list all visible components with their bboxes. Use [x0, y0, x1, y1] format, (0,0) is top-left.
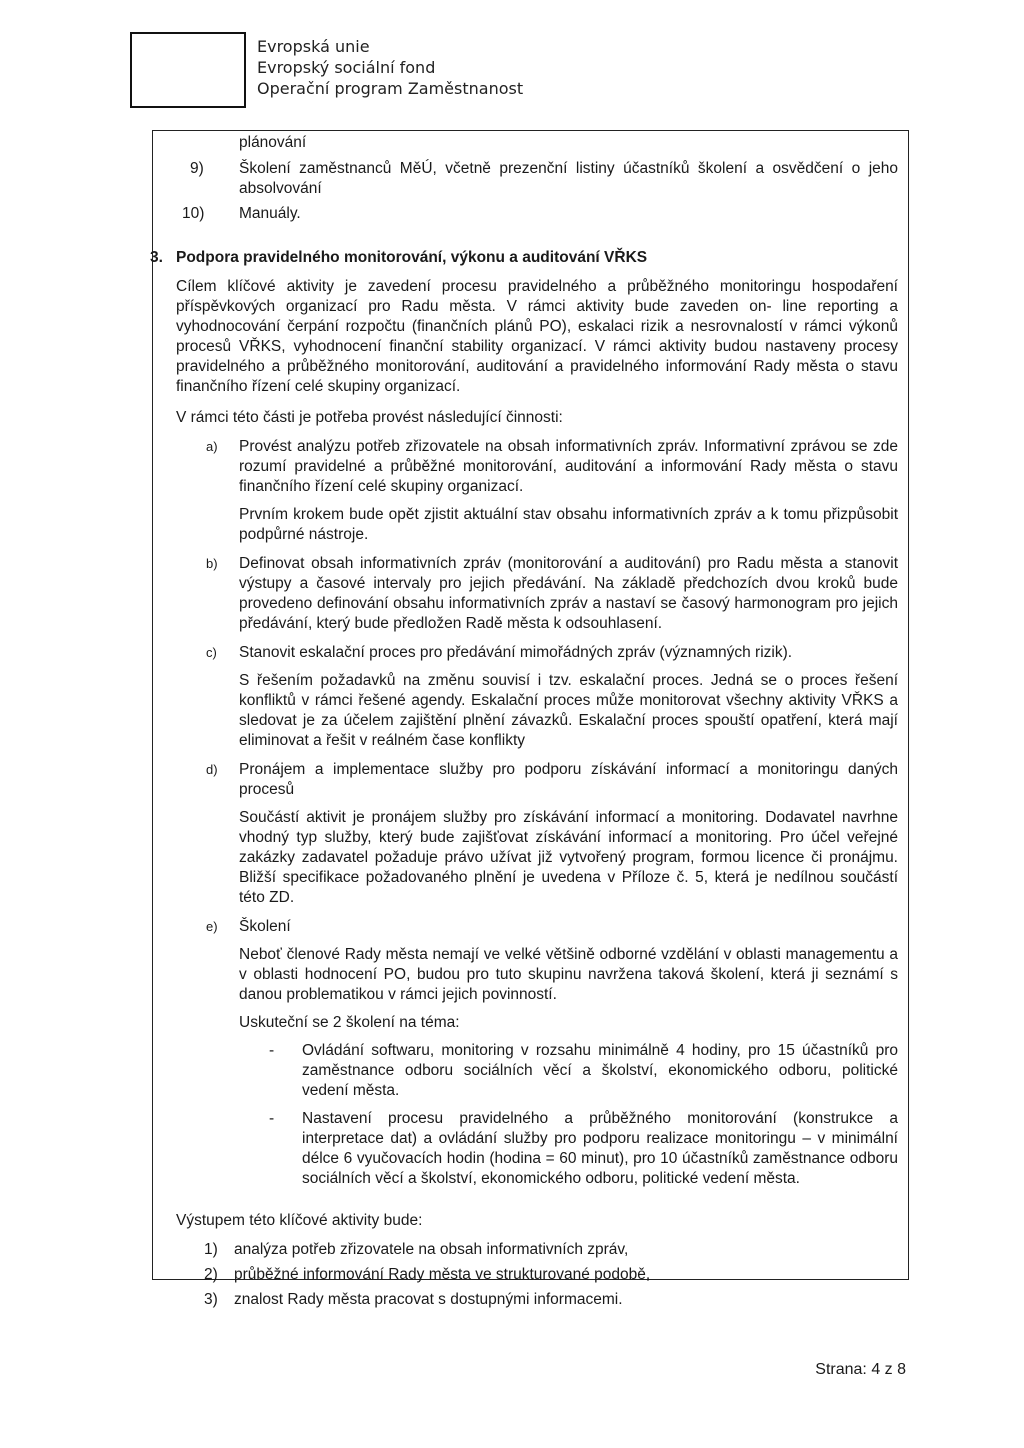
item-label: b): [206, 556, 218, 571]
continued-text: plánování: [239, 134, 307, 151]
item-label: c): [206, 645, 217, 660]
list-item-10: [176, 204, 898, 224]
header-line-op: Operační program Zaměstnanost: [257, 79, 524, 98]
outputs-lead: Výstupem této klíčové aktivity bude:: [176, 1212, 423, 1229]
page-number: Strana: 4 z 8: [815, 1361, 906, 1378]
activity-item-a: [176, 437, 898, 545]
output-number: 2): [204, 1266, 218, 1283]
section-intro: Cílem klíčové aktivity je zavedení procesu pravidelného a průběžného monitoringu hospodaření příspěvkových organizací pro Radu města. V rámci aktivity bude zaveden on- line reporting a vyhodnocování čerpání rozpočtu (finančních plánů PO), eskalaci rizik a nesrovnalostí v rámci výkonů procesů VŘKS, vyhodnocení finanční stability organizací. V rámci aktivity budou nastaveny procesy pravidelného a průběžného monitorování, auditování a pravidelného informování Rady města o stavu finančního řízení celé skupiny organizací.: [176, 278, 898, 395]
document-body: [150, 133, 898, 1310]
item-paragraph: S řešením požadavků na změnu souvisí i tzv. eskalační proces. Jedná se o proces řešení konfliktů v rámci řešené agendy. Eskalační proces může monitorovat všechny aktivity VŘKS a sledovat je za účelem zajištění plnění závazků. Eskalační proces spouští opatření, která mají eliminovat a řešit v reálném čase konflikty: [239, 672, 898, 749]
output-text: analýza potřeb zřizovatele na obsah informativních zpráv,: [234, 1241, 629, 1258]
activities-lead: V rámci této části je potřeba provést následující činnosti:: [176, 409, 563, 426]
item-label: a): [206, 439, 218, 454]
output-text: znalost Rady města pracovat s dostupnými informacemi.: [234, 1291, 623, 1308]
output-number: 1): [204, 1241, 218, 1258]
activity-item-d: [176, 760, 898, 908]
item-paragraph: Školení: [239, 918, 291, 935]
section-number: 3.: [150, 249, 163, 266]
activity-item-e: [176, 917, 898, 1033]
list-item-9: [176, 159, 898, 199]
item-label: d): [206, 762, 218, 777]
item-label: e): [206, 919, 218, 934]
dash-bullet: -: [269, 1042, 275, 1059]
item-paragraph: Pronájem a implementace služby pro podporu získávání informací a monitoringu daných procesů: [239, 761, 898, 798]
section-3-heading: [150, 248, 898, 268]
dash-bullet: -: [269, 1110, 275, 1127]
item-paragraph: Uskuteční se 2 školení na téma:: [239, 1014, 460, 1031]
section-title: Podpora pravidelného monitorování, výkonu a auditování VŘKS: [176, 249, 648, 266]
item-paragraph: Provést analýzu potřeb zřizovatele na obsah informativních zpráv. Informativní zprávou se zde rozumí pravidelné a průběžné monitorování, auditování a informování Rady města o stavu finančního řízení celé skupiny organizací.: [239, 438, 898, 495]
list-number: 9): [190, 160, 204, 177]
output-number: 3): [204, 1291, 218, 1308]
item-paragraph: Součástí aktivit je pronájem služby pro získávání informací a monitoring. Dodavatel navrhne vhodný typ služby, který bude zajišťovat získávání informací a monitoring. Pro účel veřejné zakázky zadavatel požaduje právo užívat již vytvořený program, formou licence či pronájmu. Bližší specifikace požadovaného plnění je uvedena v Příloze č. 5, která je nedílnou součástí této ZD.: [239, 809, 898, 906]
header-block: [257, 36, 523, 99]
activity-item-c: [176, 643, 898, 751]
list-number: 10): [182, 205, 205, 222]
activity-item-b: [176, 554, 898, 634]
training-item: [176, 1041, 898, 1101]
list-text: Školení zaměstnanců MěÚ, včetně prezenční listiny účastníků školení a osvědčení o jeho absolvování: [239, 160, 898, 197]
output-item: [176, 1265, 898, 1285]
output-text: průběžné informování Rady města ve strukturované podobě,: [234, 1266, 651, 1283]
item-paragraph: Definovat obsah informativních zpráv (monitorování a auditování) pro Radu města a stanovit výstupy a časové intervaly pro jejich předávání. Na základě předchozích dvou kroků bude provedeno definování obsahu informativních zpráv a nastaví se časový harmonogram pro jejich předávání, který bude předložen Radě města k odsouhlasení.: [239, 555, 898, 632]
logo-placeholder-box: [130, 32, 246, 108]
item-paragraph: Prvním krokem bude opět zjistit aktuální stav obsahu informativních zpráv a k tomu přizpůsobit podpůrné nástroje.: [239, 506, 898, 543]
header-line-esf: Evropský sociální fond: [257, 58, 436, 77]
header-line-eu: Evropská unie: [257, 37, 370, 56]
training-text: Ovládání softwaru, monitoring v rozsahu minimálně 4 hodiny, pro 15 účastníků pro zaměstnance odboru sociálních věcí a školství, ekonomického odboru, politické vedení města.: [302, 1042, 898, 1099]
item-paragraph: Neboť členové Rady města nemají ve velké většině odborné vzdělání v oblasti managementu a v oblasti hodnocení PO, budou pro tuto skupinu navržena taková školení, která ji seznámí s danou problematikou v rámci jejich povinností.: [239, 946, 898, 1003]
output-item: [176, 1290, 898, 1310]
output-item: [176, 1240, 898, 1260]
item-paragraph: Stanovit eskalační proces pro předávání mimořádných zpráv (významných rizik).: [239, 644, 793, 661]
training-item: [176, 1109, 898, 1189]
training-text: Nastavení procesu pravidelného a průběžného monitorování (konstrukce a interpretace dat) a ovládání služby pro podporu realizace monitoringu – v minimální délce 6 vyučovacích hodin (hodina = 60 minut), pro 10 účastníků zaměstnance odboru sociálních věcí a školství, ekonomického odboru, politické vedení města.: [302, 1110, 898, 1187]
list-text: Manuály.: [239, 205, 301, 222]
